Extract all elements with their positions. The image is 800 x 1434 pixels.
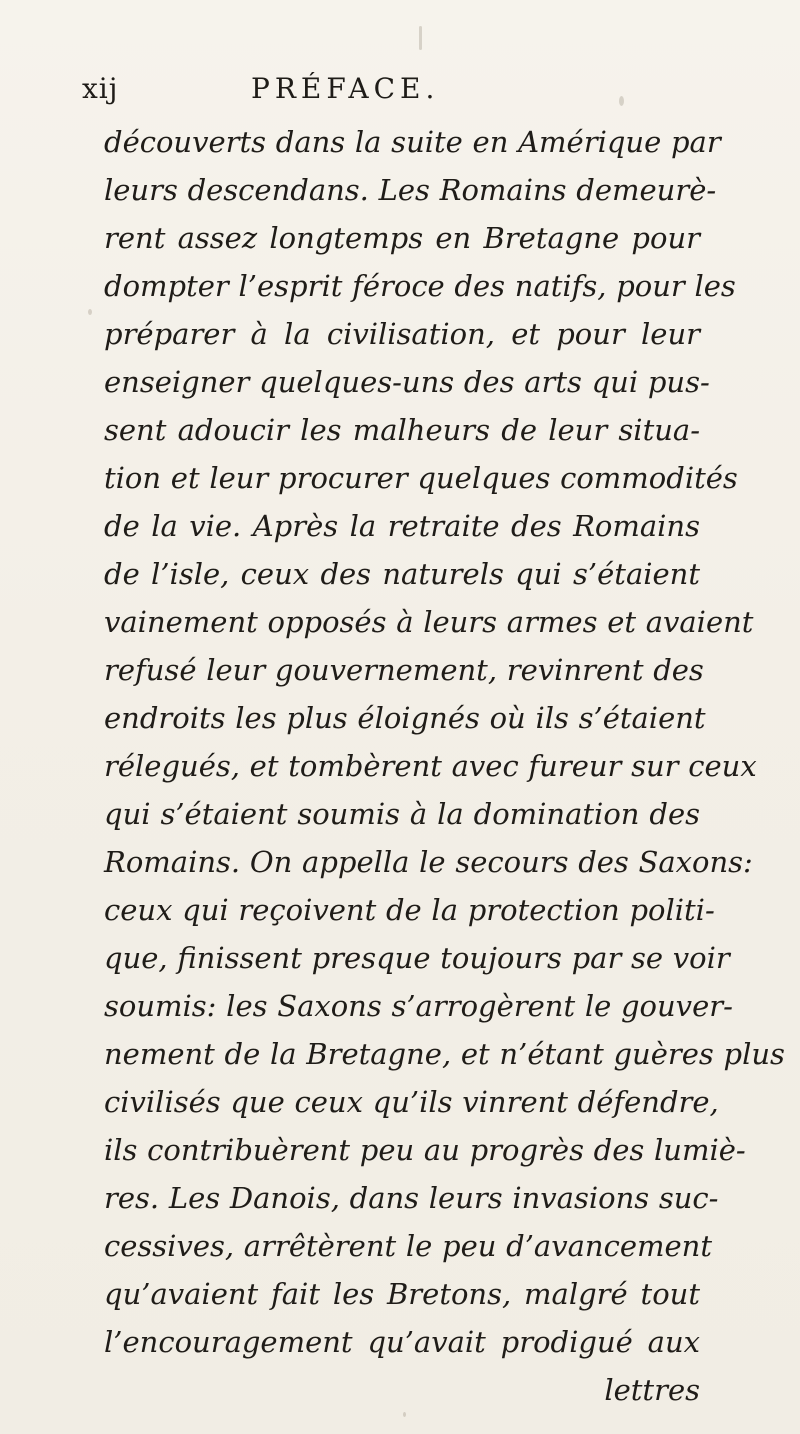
text-line: découverts dans la suite en Amérique par: [104, 125, 721, 159]
text-line: civilisés que ceux qu’ils vinrent défendre,: [104, 1085, 719, 1119]
text-line: rent assez longtemps en Bretagne pour: [104, 221, 700, 255]
text-line: vainement opposés à leurs armes et avaient: [104, 605, 754, 639]
paper-mark: [419, 26, 422, 50]
running-head: PRÉFACE.: [251, 72, 440, 105]
page-header: [80, 72, 720, 112]
text-line: qui s’étaient soumis à la domination des: [104, 797, 700, 831]
text-line: res. Les Danois, dans leurs invasions suc-: [104, 1181, 719, 1215]
text-line: Romains. On appella le secours des Saxons:: [104, 845, 753, 879]
text-line: endroits les plus éloignés où ils s’étaient: [104, 701, 706, 735]
text-line: leurs descendans. Les Romains demeurè-: [104, 173, 717, 207]
text-line: l’encouragement qu’avait prodigué aux: [104, 1325, 700, 1359]
text-line: ils contribuèrent peu au progrès des lumiè-: [104, 1133, 746, 1167]
text-line: dompter l’esprit féroce des natifs, pour les: [104, 269, 736, 303]
text-line: de l’isle, ceux des naturels qui s’étaient: [104, 557, 700, 591]
preface-text: [104, 118, 785, 1414]
page-number: xij: [82, 72, 119, 105]
text-line: ceux qui reçoivent de la protection politi-: [104, 893, 715, 927]
text-line: tion et leur procurer quelques commodités: [104, 461, 738, 495]
text-line: de la vie. Après la retraite des Romains: [104, 509, 700, 543]
text-line: préparer à la civilisation, et pour leur: [104, 317, 700, 351]
text-line-last: lettres: [604, 1373, 700, 1407]
text-line: enseigner quelques-uns des arts qui pus-: [104, 365, 710, 399]
text-line: qu’avaient fait les Bretons, malgré tout: [104, 1277, 700, 1311]
text-line: que, finissent presque toujours par se voir: [104, 941, 730, 975]
text-line: sent adoucir les malheurs de leur situa-: [104, 413, 700, 447]
text-line: cessives, arrêtèrent le peu d’avancement: [104, 1229, 712, 1263]
text-line: soumis: les Saxons s’arrogèrent le gouver-: [104, 989, 733, 1023]
text-line: refusé leur gouvernement, revinrent des: [104, 653, 704, 687]
paper-mark: [88, 309, 92, 315]
text-line: rélegués, et tombèrent avec fureur sur ceux: [104, 749, 757, 783]
text-line: nement de la Bretagne, et n’étant guères plus: [104, 1037, 785, 1071]
